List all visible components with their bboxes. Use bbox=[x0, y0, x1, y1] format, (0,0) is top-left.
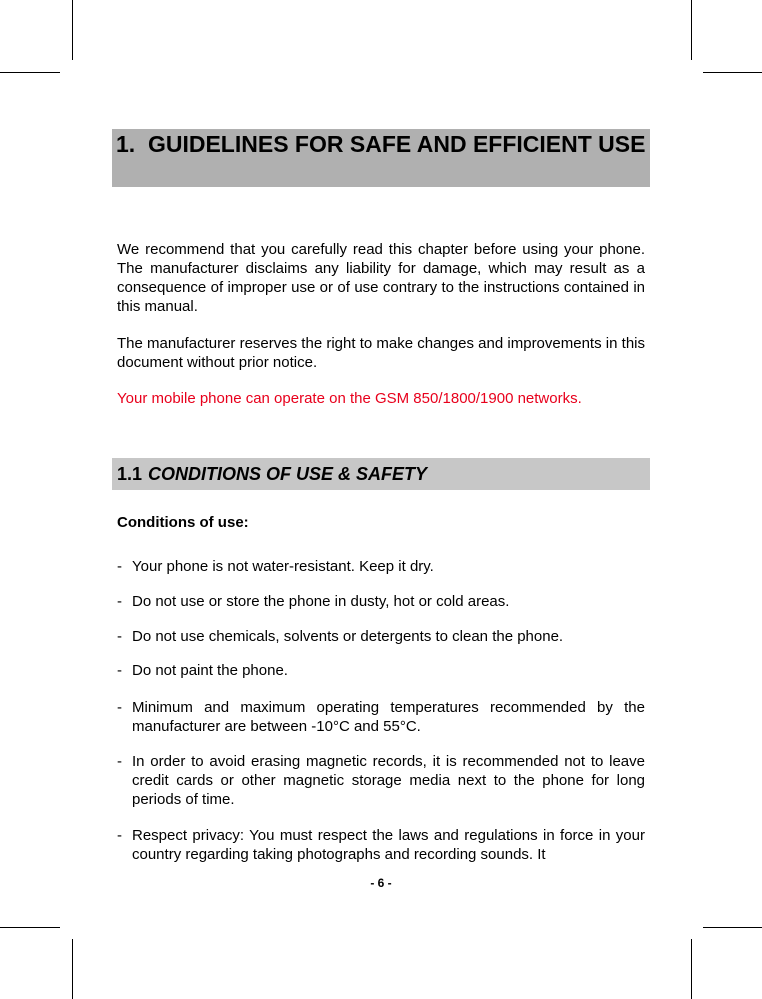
list-item-text: Minimum and maximum operating temperatures recommended by the manufacturer are between -10°C and 55°C. bbox=[132, 699, 645, 735]
bullet-dash: - bbox=[117, 662, 122, 679]
list-item bbox=[117, 698, 645, 736]
bullet-dash: - bbox=[117, 699, 122, 716]
list-item-text: Do not use or store the phone in dusty, hot or cold areas. bbox=[132, 593, 510, 610]
bullet-dash: - bbox=[117, 593, 122, 610]
list-item-text: Your phone is not water-resistant. Keep it dry. bbox=[132, 558, 434, 575]
intro-paragraph-1: We recommend that you carefully read this chapter before using your phone. The manufacturer disclaims any liability for damage, which may result as a consequence of improper use or of use contrary to the instructions contained in this manual. bbox=[117, 241, 645, 315]
bullet-dash: - bbox=[117, 628, 122, 645]
crop-mark-bottom-right-vertical bbox=[691, 939, 692, 999]
list-item-text: Respect privacy: You must respect the laws and regulations in force in your country regarding taking photographs and recording sounds. It bbox=[132, 827, 645, 863]
chapter-heading bbox=[112, 129, 650, 187]
list-item-text: Do not use chemicals, solvents or detergents to clean the phone. bbox=[132, 628, 564, 645]
section-heading bbox=[112, 458, 650, 490]
list-item bbox=[117, 826, 645, 864]
bullet-dash: - bbox=[117, 753, 122, 770]
list-item bbox=[117, 592, 645, 611]
page-number: - 6 - bbox=[370, 876, 392, 890]
chapter-number: 1. bbox=[116, 131, 136, 157]
crop-mark-bottom-left-vertical bbox=[72, 939, 73, 999]
bullet-dash: - bbox=[117, 558, 122, 575]
bullet-dash: - bbox=[117, 827, 122, 844]
list-item bbox=[117, 752, 645, 809]
crop-mark-bottom-left-horizontal bbox=[0, 927, 60, 928]
crop-mark-bottom-right-horizontal bbox=[703, 927, 762, 928]
list-item bbox=[117, 627, 645, 646]
list-item bbox=[117, 661, 645, 680]
section-number: 1.1 bbox=[117, 464, 143, 484]
crop-mark-top-right-vertical bbox=[691, 0, 692, 60]
crop-mark-top-right-horizontal bbox=[703, 72, 762, 73]
crop-mark-top-left-vertical bbox=[72, 0, 73, 60]
network-note: Your mobile phone can operate on the GSM 850/1800/1900 networks. bbox=[117, 390, 582, 407]
chapter-title: GUIDELINES FOR SAFE AND EFFICIENT USE bbox=[147, 131, 646, 157]
section-title: CONDITIONS OF USE & SAFETY bbox=[148, 464, 428, 484]
list-item-text: In order to avoid erasing magnetic records, it is recommended not to leave credit cards or other magnetic storage media next to the phone for long periods of time. bbox=[132, 753, 645, 808]
list-item bbox=[117, 557, 645, 576]
conditions-label: Conditions of use: bbox=[117, 514, 249, 531]
intro-paragraph-2: The manufacturer reserves the right to make changes and improvements in this document without prior notice. bbox=[117, 335, 645, 371]
crop-mark-top-left-horizontal bbox=[0, 72, 60, 73]
list-item-text: Do not paint the phone. bbox=[132, 662, 288, 679]
